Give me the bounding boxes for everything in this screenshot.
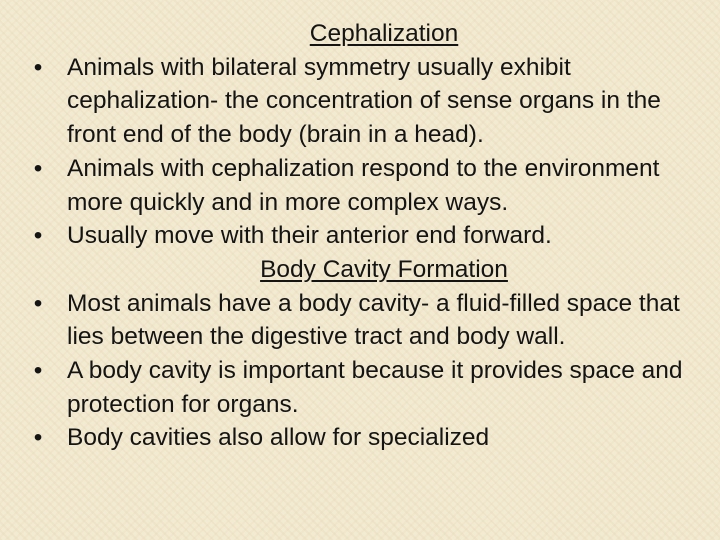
section-heading-body-cavity: Body Cavity Formation xyxy=(260,255,508,283)
bullet-icon: • xyxy=(33,289,43,317)
slide-content xyxy=(30,17,702,455)
bullet-text: Most animals have a body cavity- a fluid-filled space that lies between the digestive tract and body wall. xyxy=(67,289,680,351)
bullet-item xyxy=(30,219,702,253)
bullet-icon: • xyxy=(33,357,43,385)
bullet-item xyxy=(30,51,702,152)
bullet-list-body-cavity xyxy=(30,287,702,456)
bullet-icon: • xyxy=(33,222,43,250)
bullet-item xyxy=(30,354,702,421)
section-heading-cephalization: Cephalization xyxy=(309,20,459,47)
bullet-item xyxy=(30,421,702,455)
bullet-icon: • xyxy=(33,424,43,452)
bullet-text: Animals with bilateral symmetry usually exhibit cephalization- the concentration of sense organs in the front end of the body (brain in a head). xyxy=(67,53,661,149)
bullet-text: A body cavity is important because it provides space and protection for organs. xyxy=(67,357,683,418)
bullet-text: Animals with cephalization respond to the environment more quickly and in more complex ways. xyxy=(67,154,660,216)
bullet-item xyxy=(30,152,702,219)
bullet-item xyxy=(30,287,702,354)
bullet-list-cephalization xyxy=(30,51,702,253)
bullet-icon: • xyxy=(33,53,43,81)
bullet-text: Usually move with their anterior end forward. xyxy=(67,222,552,250)
bullet-text: Body cavities also allow for specialized xyxy=(67,424,490,452)
bullet-icon: • xyxy=(33,154,43,182)
